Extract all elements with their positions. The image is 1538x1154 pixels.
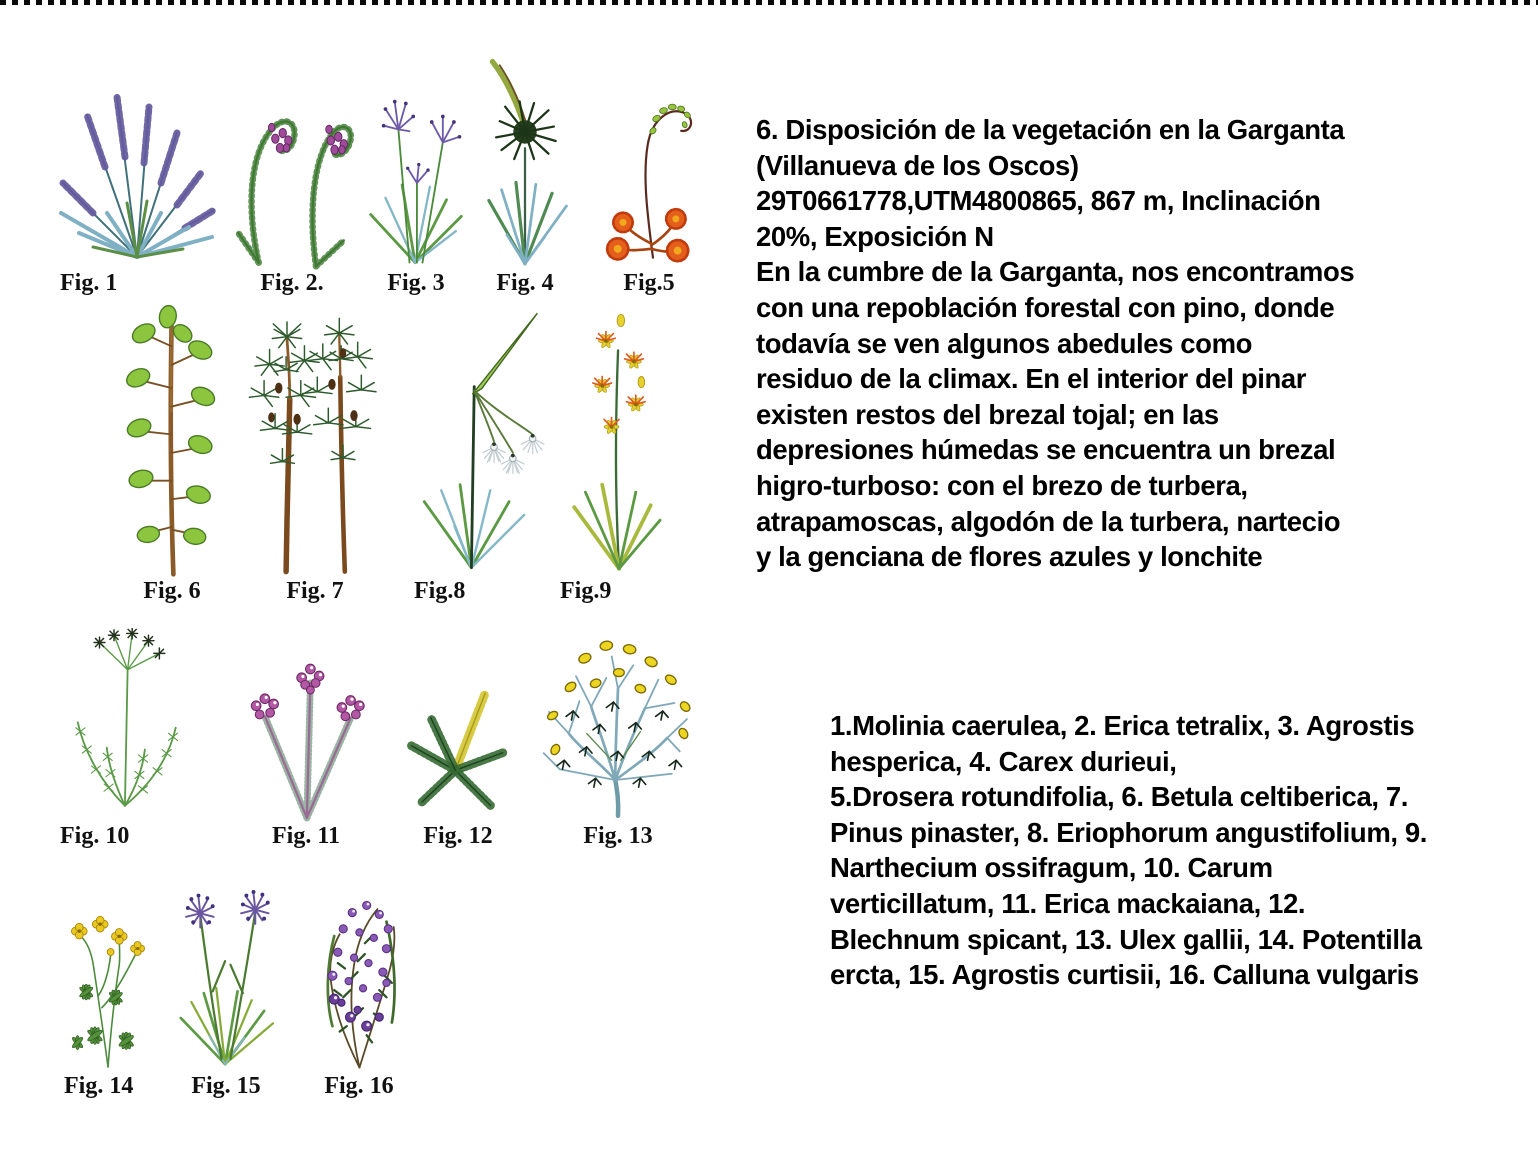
fig-14-illustration-potentilla [52, 912, 164, 1073]
description-line: y la genciana de flores azules y lonchite [756, 541, 1263, 573]
figure-2 [222, 85, 362, 297]
description-line: 20%, Exposición N [756, 220, 994, 252]
figure-12 [396, 672, 520, 850]
figure-9 [548, 300, 676, 605]
figure-5 [590, 85, 708, 297]
figure-15-label: Fig. 15 [191, 1073, 261, 1099]
description-line: con una repoblación forestal con pino, donde [756, 291, 1335, 323]
fig-2-illustration-erica-tetralix [222, 85, 362, 270]
description-line: 29T0661778,UTM4800865, 867 m, Inclinación [756, 185, 1321, 217]
figure-13 [522, 626, 714, 850]
figure-14 [52, 912, 164, 1100]
description-line: residuo de la climax. En el interior del pinar [756, 363, 1307, 395]
figure-4 [468, 58, 582, 297]
fig-5-illustration-drosera [590, 85, 708, 270]
species-list-line: verticillatum, 11. Erica mackaiana, 12. [830, 887, 1306, 919]
figure-12-label: Fig. 12 [423, 823, 493, 849]
figure-8-label: Fig.8 [414, 578, 466, 604]
figure-7-label: Fig. 7 [286, 578, 344, 604]
species-list-line: Blechnum spicant, 13. Ulex gallii, 14. Potentilla [830, 923, 1422, 955]
figure-11 [220, 655, 392, 850]
figure-14-label: Fig. 14 [64, 1073, 134, 1099]
description-line: En la cumbre de la Garganta, nos encontramos [756, 256, 1355, 288]
species-list-line: hesperica, 4. Carex durieui, [830, 745, 1177, 777]
figure-1-label: Fig. 1 [60, 270, 118, 296]
figure-2-label: Fig. 2. [260, 270, 324, 296]
fig-13-illustration-ulex [522, 626, 714, 823]
figure-13-label: Fig. 13 [583, 823, 653, 849]
figure-7 [236, 300, 394, 605]
fig-16-illustration-calluna [300, 882, 418, 1073]
description-line: todavía se ven algunos abedules como [756, 327, 1253, 359]
fig-4-illustration-carex [468, 58, 582, 270]
figure-6 [108, 300, 236, 605]
description-line: atrapamoscas, algodón de la turbera, nartecio [756, 505, 1341, 537]
fig-7-illustration-pinus [236, 300, 394, 578]
fig-9-illustration-narthecium [548, 300, 676, 578]
figure-1 [48, 85, 230, 297]
species-list-block [830, 708, 1430, 993]
figure-4-label: Fig. 4 [496, 270, 554, 296]
figure-9-label: Fig.9 [560, 578, 612, 604]
fig-3-illustration-agrostis [356, 85, 476, 270]
fig-10-illustration-carum [48, 628, 200, 823]
page-top-dotted-border [0, 0, 1538, 5]
figure-10 [48, 628, 200, 850]
figure-15 [166, 876, 286, 1100]
fig-11-illustration-erica-mackaiana [220, 655, 392, 823]
figure-3-label: Fig. 3 [387, 270, 445, 296]
description-block [756, 112, 1366, 575]
species-list-line: Narthecium ossifragum, 10. Carum [830, 852, 1273, 884]
species-list-line: 5.Drosera rotundifolia, 6. Betula celtiberica, 7. [830, 781, 1408, 813]
figure-8 [402, 300, 554, 605]
figure-11-label: Fig. 11 [271, 823, 340, 849]
fig-8-illustration-eriophorum [402, 300, 554, 578]
description-line: 6. Disposición de la vegetación en la Garganta [756, 114, 1345, 145]
fig-12-illustration-blechnum [396, 672, 520, 823]
figure-5-label: Fig.5 [623, 270, 675, 296]
species-list-line: 1.Molinia caerulea, 2. Erica tetralix, 3. Agrostis [830, 710, 1415, 741]
figure-16 [300, 882, 418, 1100]
fig-15-illustration-agrostis-curtisii [166, 876, 286, 1073]
species-list-line: Pinus pinaster, 8. Eriophorum angustifolium, 9. [830, 816, 1427, 848]
fig-1-illustration-molinia [48, 85, 230, 270]
description-line: higro-turboso: con el brezo de turbera, [756, 469, 1248, 501]
description-line: existen restos del brezal tojal; en las [756, 398, 1219, 430]
fig-6-illustration-betula [108, 300, 236, 578]
figure-10-label: Fig. 10 [60, 823, 130, 849]
figure-6-label: Fig. 6 [143, 578, 201, 604]
description-line: depresiones húmedas se encuentra un brezal [756, 434, 1336, 466]
figure-16-label: Fig. 16 [324, 1073, 394, 1099]
species-list-line: ercta, 15. Agrostis curtisii, 16. Calluna vulgaris [830, 959, 1419, 991]
figure-3 [356, 85, 476, 297]
description-line: (Villanueva de los Oscos) [756, 149, 1079, 181]
